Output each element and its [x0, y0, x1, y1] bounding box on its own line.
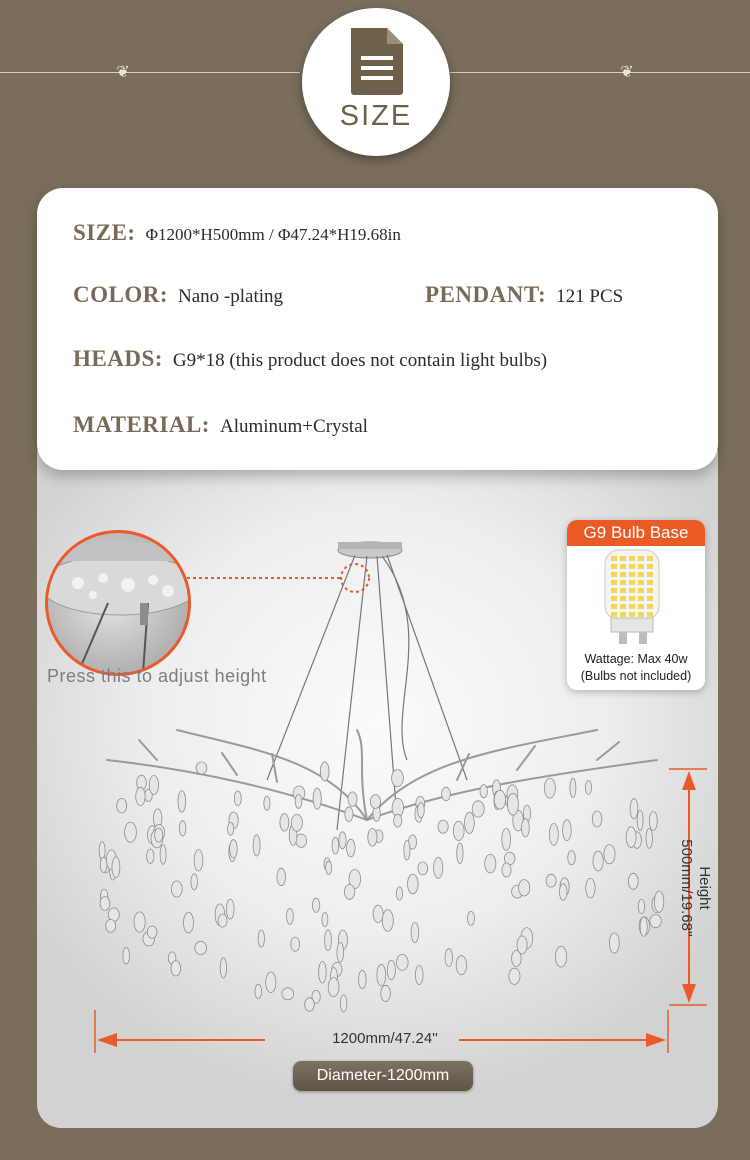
- spec-card: [37, 188, 718, 470]
- spec-row-size: [73, 220, 401, 246]
- heads-label: HEADS:: [73, 346, 163, 371]
- canopy-detail-zoom: [45, 530, 191, 676]
- material-label: MATERIAL:: [73, 412, 210, 437]
- size-badge: [302, 8, 450, 156]
- adjust-height-note: Press this to adjust height: [47, 666, 267, 686]
- heads-value: G9*18 (this product does not contain light bulbs): [172, 350, 548, 371]
- pendant-value: 121 PCS: [556, 286, 624, 307]
- material-value: Aluminum+Crystal: [219, 416, 368, 437]
- color-label: COLOR:: [73, 282, 168, 307]
- bulb-not-included: (Bulbs not included): [580, 669, 692, 683]
- badge-label: SIZE: [339, 100, 413, 132]
- branch-frame: [107, 730, 657, 820]
- diameter-badge: Diameter-1200mm: [293, 1061, 473, 1091]
- spec-row-color: [73, 282, 283, 308]
- decorative-line-right: [450, 72, 750, 73]
- spec-row-heads: [73, 346, 547, 372]
- size-value: Φ1200*H500mm / Φ47.24*H19.68in: [145, 225, 401, 244]
- crystal-drops: [99, 762, 664, 1012]
- spec-row-pendant: [425, 282, 623, 308]
- bulb-info-card: [567, 520, 705, 690]
- spec-row-material: [73, 412, 368, 438]
- width-dimension-label: 1200mm/47.24'': [332, 1030, 438, 1047]
- height-dimension-label: Height 500mm/19.68'': [678, 839, 713, 937]
- pendant-label: PENDANT:: [425, 282, 547, 307]
- g9-bulb-icon: [567, 546, 705, 646]
- flourish-ornament-left: ❦: [116, 62, 130, 81]
- product-photo: [37, 430, 718, 1128]
- bulb-title: G9 Bulb Base: [567, 520, 705, 546]
- document-icon: [347, 26, 407, 96]
- canopy-rim: [338, 542, 402, 549]
- color-value: Nano -plating: [178, 286, 284, 307]
- size-label: SIZE:: [73, 220, 136, 245]
- decorative-line-left: [0, 72, 300, 73]
- flourish-ornament-right: ❦: [620, 62, 634, 81]
- bulb-wattage: Wattage: Max 40w: [584, 652, 688, 666]
